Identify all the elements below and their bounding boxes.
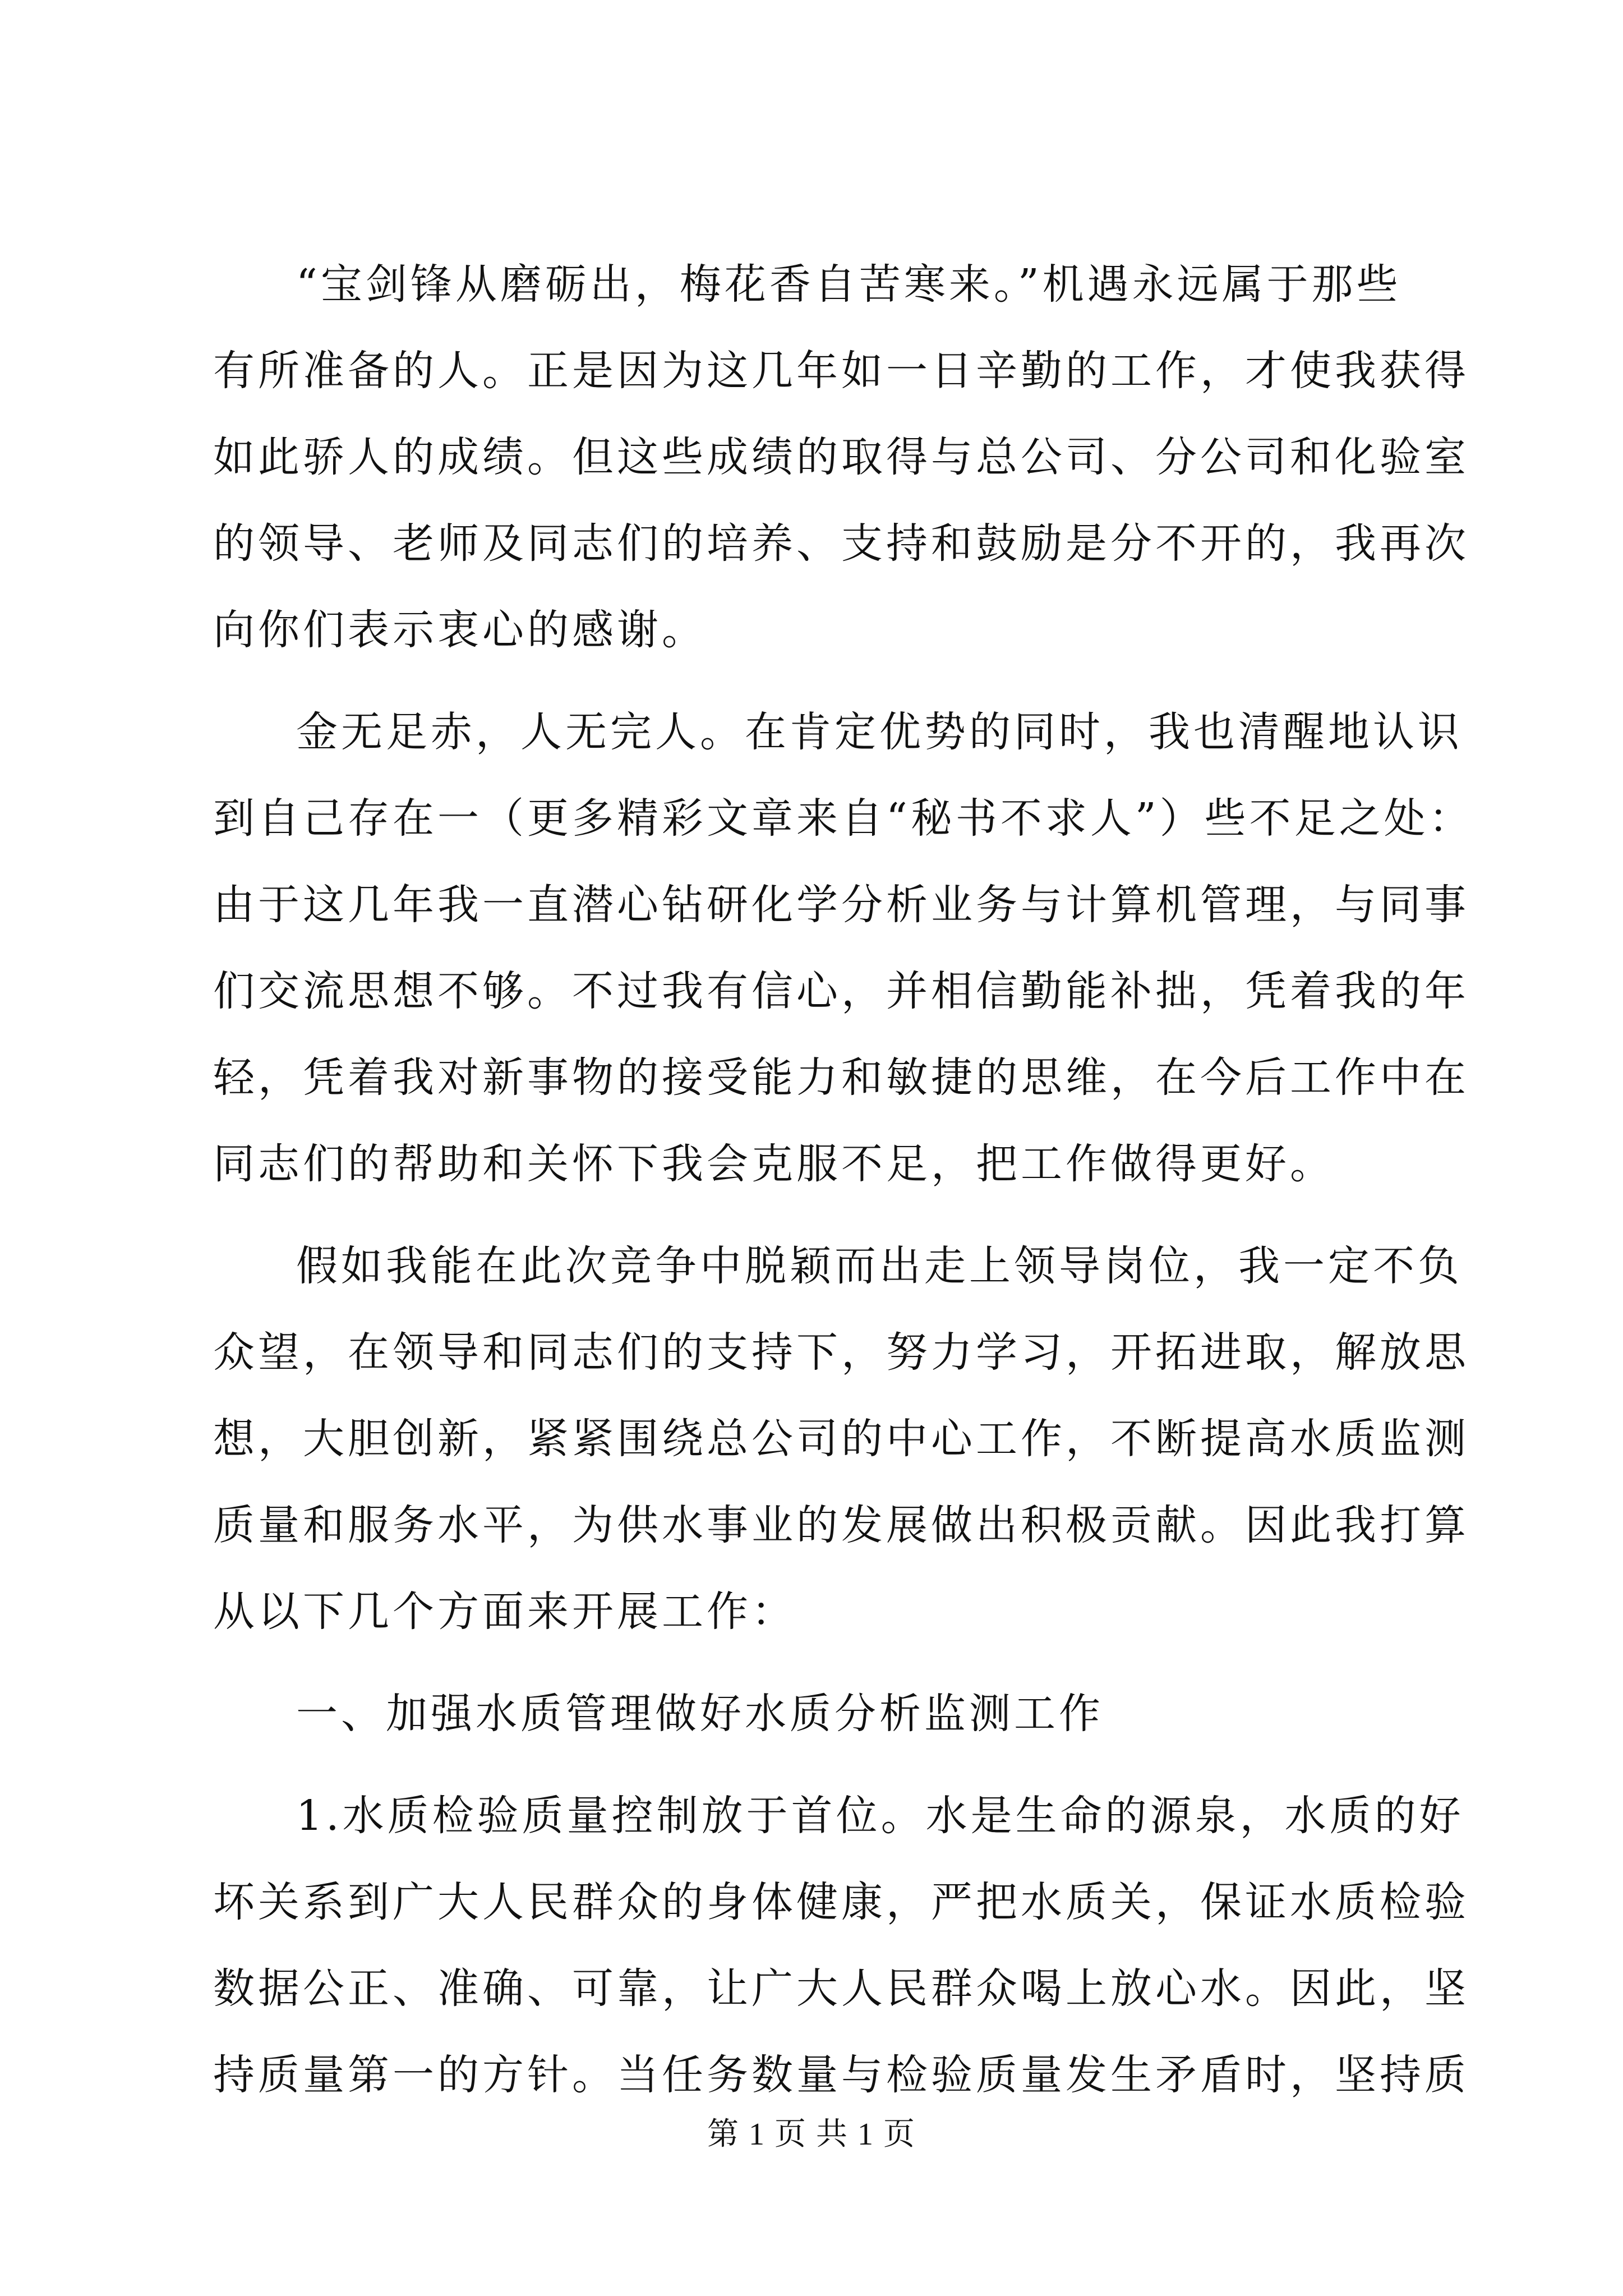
text-line: 们交流思想不够。不过我有信心，并相信勤能补拙，凭着我的年 bbox=[213, 967, 1469, 1015]
text-line: 坏关系到广大人民群众的身体健康，严把水质关，保证水质检验 bbox=[213, 1878, 1469, 1926]
text-line: “宝剑锋从磨砺出，梅花香自苦寒来。”机遇永远属于那些 bbox=[296, 260, 1401, 309]
text-line: 数据公正、准确、可靠，让广大人民群众喝上放心水。因此，坚 bbox=[213, 1964, 1469, 2013]
text-line: 如此骄人的成绩。但这些成绩的取得与总公司、分公司和化验室 bbox=[213, 433, 1469, 481]
text-line: 金无足赤，人无完人。在肯定优势的同时，我也清醒地认识 bbox=[296, 708, 1463, 756]
text-line: 向你们表示衷心的感谢。 bbox=[213, 606, 707, 654]
paragraph-gap bbox=[213, 1655, 1413, 1671]
section-heading bbox=[213, 1671, 1413, 1757]
text-line: 假如我能在此次竞争中脱颖而出走上领导岗位，我一定不负 bbox=[296, 1242, 1463, 1290]
text-line: 同志们的帮助和关怀下我会克服不足，把工作做得更好。 bbox=[213, 1140, 1335, 1188]
section-heading-text: 一、加强水质管理做好水质分析监测工作 bbox=[296, 1690, 1104, 1738]
document-body bbox=[213, 241, 1474, 2118]
text-line: 的领导、老师及同志们的培养、支持和鼓励是分不开的，我再次 bbox=[213, 519, 1469, 568]
text-line: 质量和服务水平，为供水事业的发展做出积极贡献。因此我打算 bbox=[213, 1501, 1469, 1549]
text-line: 从以下几个方面来开展工作： bbox=[213, 1588, 796, 1636]
text-line: 有所准备的人。正是因为这几年如一日辛勤的工作，才使我获得 bbox=[213, 347, 1469, 395]
text-line: 持质量第一的方针。当任务数量与检验质量发生矛盾时，坚持质 bbox=[213, 2051, 1469, 2099]
paragraph-2 bbox=[213, 689, 1474, 1207]
text-line: 1.水质检验质量控制放于首位。水是生命的源泉，水质的好 bbox=[296, 1792, 1464, 1840]
paragraph-gap bbox=[213, 673, 1413, 689]
text-line: 由于这几年我一直潜心钻研化学分析业务与计算机管理，与同事 bbox=[213, 881, 1469, 929]
text-line: 众望，在领导和同志们的支持下，努力学习，开拓进取，解放思 bbox=[213, 1328, 1469, 1377]
text-line: 到自己存在一（更多精彩文章来自“秘书不求人”）些不足之处： bbox=[213, 794, 1474, 843]
text-line: 轻，凭着我对新事物的接受能力和敏捷的思维，在今后工作中在 bbox=[213, 1053, 1469, 1102]
page-footer: 第 1 页 共 1 页 bbox=[707, 2117, 916, 2152]
text-line: 想，大胆创新，紧紧围绕总公司的中心工作，不断提高水质监测 bbox=[213, 1415, 1469, 1463]
paragraph-4 bbox=[213, 1773, 1469, 2118]
paragraph-gap bbox=[213, 1757, 1413, 1773]
paragraph-1 bbox=[213, 241, 1469, 673]
paragraph-3 bbox=[213, 1223, 1469, 1655]
paragraph-gap bbox=[213, 1207, 1413, 1223]
